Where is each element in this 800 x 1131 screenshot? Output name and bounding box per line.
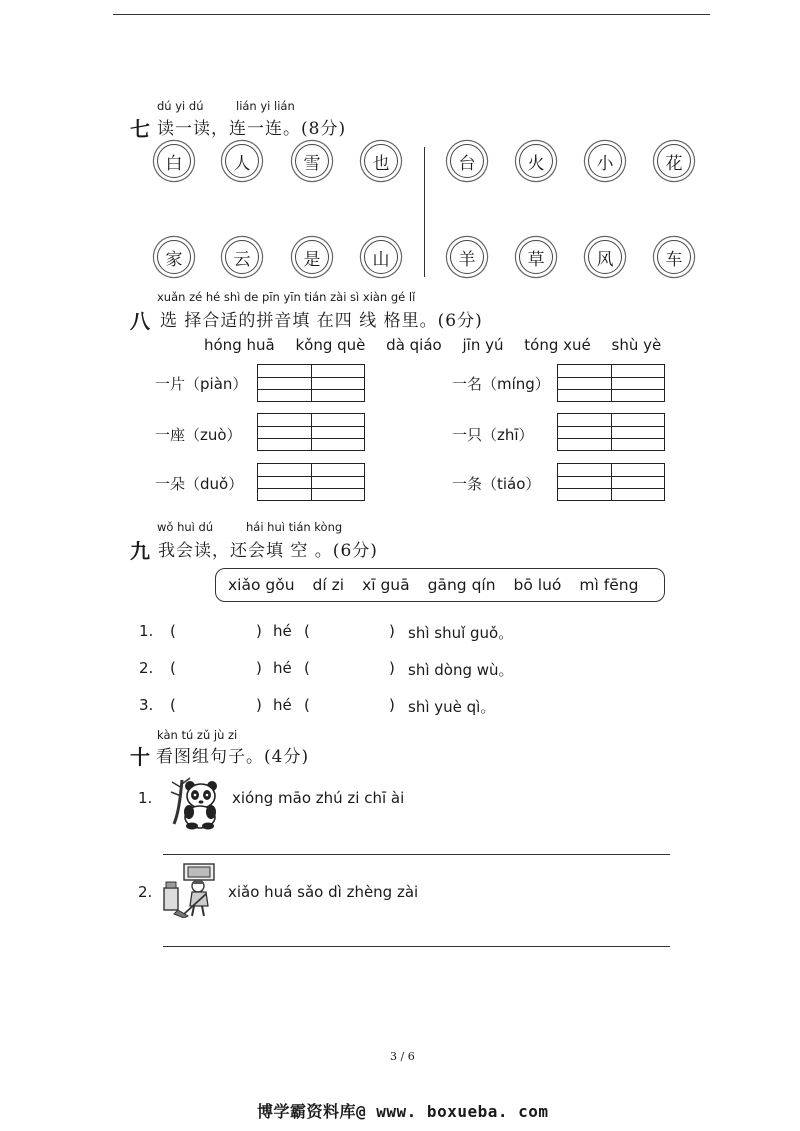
- measure-word-label: 一片（piàn）: [155, 375, 248, 393]
- section9-title: 我会读，还会填 空 。(6分): [158, 541, 378, 561]
- word-prompt: xiǎo huá sǎo dì zhèng zài: [228, 883, 419, 901]
- section8-title: 选 择合适的拼音填 在四 线 格里。(6分): [160, 311, 483, 331]
- section7-divider: [424, 147, 425, 277]
- blank-close: ): [256, 696, 262, 714]
- blank-open: (: [170, 622, 176, 640]
- word-bank-item: hóng huā: [204, 336, 275, 354]
- flower-character[interactable]: 台: [450, 144, 484, 178]
- measure-word-label: 一座（zuò）: [155, 426, 242, 444]
- flower-character[interactable]: 是: [295, 240, 329, 274]
- sweeping-girl-icon: [162, 862, 220, 918]
- blank-open: (: [170, 659, 176, 677]
- section10-title: 看图组句子。(4分): [156, 747, 310, 767]
- four-line-grid[interactable]: [257, 364, 365, 402]
- blank-close: ): [256, 659, 262, 677]
- flower-character[interactable]: 小: [588, 144, 622, 178]
- answer-line[interactable]: [163, 946, 670, 947]
- conjunction: hé: [273, 622, 292, 640]
- section8-word-bank: [204, 336, 677, 354]
- flower-character[interactable]: 羊: [450, 240, 484, 274]
- word-prompt: xióng māo zhú zi chī ài: [232, 789, 405, 807]
- flower-character[interactable]: 也: [364, 144, 398, 178]
- word-bank-item: bō luó: [513, 576, 562, 594]
- four-line-grid[interactable]: [557, 463, 665, 501]
- question-tail: shì dòng wù。: [408, 661, 514, 679]
- word-bank-item: xī guā: [362, 576, 410, 594]
- flower-character[interactable]: 花: [657, 144, 691, 178]
- item-number: 1.: [138, 789, 153, 807]
- question-tail: shì shuǐ guǒ。: [408, 624, 514, 642]
- question-row: [0, 622, 800, 642]
- word-bank-item: tóng xué: [524, 336, 591, 354]
- flower-character[interactable]: 山: [364, 240, 398, 274]
- flower-character[interactable]: 云: [225, 240, 259, 274]
- word-bank-item: kǒng què: [295, 336, 366, 354]
- question-row: [0, 659, 800, 679]
- section8-ruby: xuǎn zé hé shì de pīn yīn tián zài sì xiàn gé lǐ: [157, 290, 416, 304]
- section7-number: 七: [130, 117, 150, 141]
- question-tail: shì yuè qì。: [408, 698, 496, 716]
- measure-word-label: 一只（zhī）: [452, 426, 534, 444]
- flower-character[interactable]: 火: [519, 144, 553, 178]
- item-number: 2.: [138, 883, 153, 901]
- blank-open: (: [304, 659, 310, 677]
- blank-open: (: [304, 622, 310, 640]
- blank-close: ): [256, 622, 262, 640]
- flower-character[interactable]: 车: [657, 240, 691, 274]
- blank-close: ): [389, 659, 395, 677]
- section9-ruby-2: hái huì tián kòng: [246, 520, 343, 534]
- section10-ruby: kàn tú zǔ jù zi: [157, 728, 238, 742]
- question-number: 1.: [139, 622, 154, 640]
- flower-character[interactable]: 草: [519, 240, 553, 274]
- flower-character[interactable]: 白: [157, 144, 191, 178]
- section8-number: 八: [130, 309, 150, 333]
- panda-icon: [168, 774, 222, 830]
- question-row: [0, 696, 800, 716]
- measure-word-label: 一朵（duǒ）: [155, 475, 244, 493]
- answer-line[interactable]: [163, 854, 670, 855]
- four-line-grid[interactable]: [557, 413, 665, 451]
- measure-word-label: 一名（míng）: [452, 375, 550, 393]
- section7-title: 读一读，连一连。(8分): [157, 119, 347, 139]
- blank-close: ): [389, 696, 395, 714]
- word-bank-item: dà qiáo: [386, 336, 442, 354]
- word-bank-item: jīn yú: [462, 336, 504, 354]
- word-bank-item: gāng qín: [427, 576, 496, 594]
- section7-ruby-2: lián yi lián: [236, 99, 295, 113]
- word-bank-item: dí zi: [312, 576, 345, 594]
- word-bank-item: xiǎo gǒu: [228, 576, 295, 594]
- four-line-grid[interactable]: [557, 364, 665, 402]
- flower-character[interactable]: 风: [588, 240, 622, 274]
- measure-word-label: 一条（tiáo）: [452, 475, 541, 493]
- section7-ruby-1: dú yi dú: [157, 99, 204, 113]
- conjunction: hé: [273, 696, 292, 714]
- conjunction: hé: [273, 659, 292, 677]
- section9-ruby-1: wǒ huì dú: [157, 520, 214, 534]
- blank-open: (: [170, 696, 176, 714]
- section9-word-bank: [215, 568, 665, 602]
- word-bank-item: shù yè: [611, 336, 662, 354]
- blank-open: (: [304, 696, 310, 714]
- four-line-grid[interactable]: [257, 463, 365, 501]
- question-number: 2.: [139, 659, 154, 677]
- word-bank-item: mì fēng: [579, 576, 639, 594]
- flower-character[interactable]: 人: [225, 144, 259, 178]
- blank-close: ): [389, 622, 395, 640]
- flower-character[interactable]: 雪: [295, 144, 329, 178]
- flower-character[interactable]: 家: [157, 240, 191, 274]
- section10-number: 十: [130, 745, 150, 769]
- footer-watermark: 博学霸资料库@ www. boxueba. com: [257, 1102, 549, 1121]
- top-rule: [113, 14, 710, 15]
- section9-number: 九: [130, 539, 150, 563]
- question-number: 3.: [139, 696, 154, 714]
- four-line-grid[interactable]: [257, 413, 365, 451]
- page-number: 3 / 6: [390, 1050, 415, 1063]
